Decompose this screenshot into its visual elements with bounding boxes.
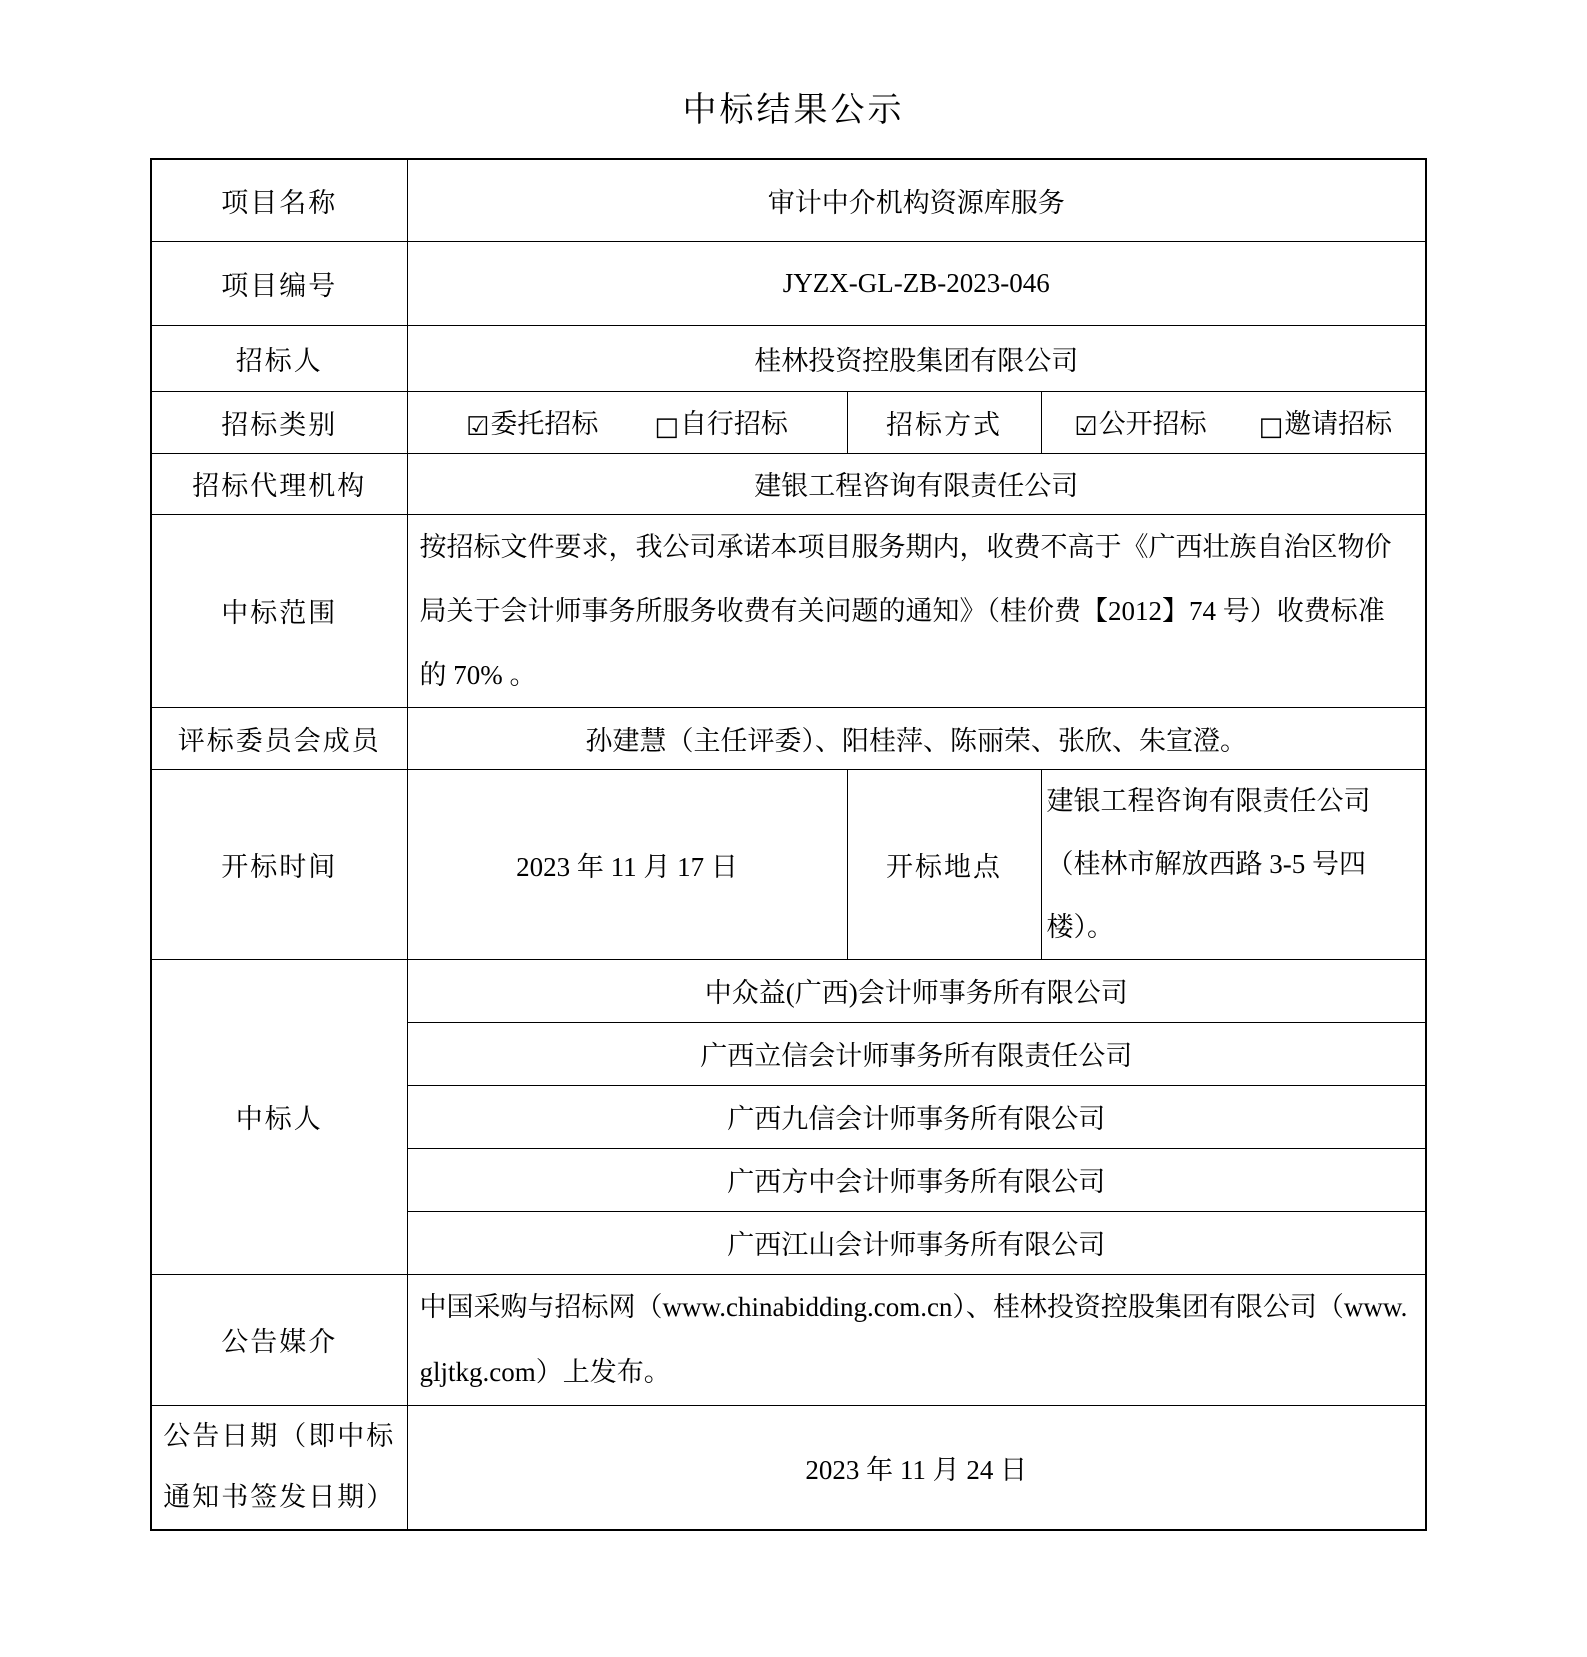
row-tender-category	[151, 391, 1426, 453]
agency-label: 招标代理机构	[151, 453, 407, 514]
tenderer-label: 招标人	[151, 325, 407, 391]
project-name-label: 项目名称	[151, 159, 407, 241]
document-page	[0, 92, 1587, 1657]
tender-category-label: 招标类别	[151, 391, 407, 453]
winner-item: 广西方中会计师事务所有限公司	[407, 1148, 1426, 1211]
tender-method-label: 招标方式	[847, 391, 1041, 453]
opening-place-label: 开标地点	[847, 769, 1041, 959]
option-label: 委托招标	[490, 409, 599, 439]
option-open-tender	[1074, 402, 1206, 442]
project-number-value: JYZX-GL-ZB-2023-046	[407, 241, 1426, 325]
checkbox-unchecked-icon: □	[1258, 412, 1284, 442]
row-committee	[151, 707, 1426, 769]
winner-item: 广西立信会计师事务所有限责任公司	[407, 1022, 1426, 1085]
checkbox-unchecked-icon: □	[654, 412, 679, 442]
row-announce-date	[151, 1405, 1426, 1530]
bid-result-table	[150, 158, 1427, 1531]
announce-date-label: 公告日期（即中标通知书签发日期）	[151, 1405, 407, 1530]
row-opening	[151, 769, 1426, 959]
option-invited-tender	[1259, 402, 1393, 442]
opening-time-label: 开标时间	[151, 769, 407, 959]
scope-value: 按招标文件要求，我公司承诺本项目服务期内，收费不高于《广西壮族自治区物价局关于会计师事务所服务收费有关问题的通知》（桂价费【2012】74 号）收费标准的 70% 。	[407, 514, 1426, 707]
checkbox-checked-icon: ☑	[466, 412, 490, 442]
row-agency	[151, 453, 1426, 514]
row-winner	[151, 959, 1426, 1022]
project-number-label: 项目编号	[151, 241, 407, 325]
row-media	[151, 1274, 1426, 1405]
agency-value: 建银工程咨询有限责任公司	[407, 453, 1426, 514]
project-name-value: 审计中介机构资源库服务	[407, 159, 1426, 241]
committee-value: 孙建慧（主任评委）、阳桂萍、陈丽荣、张欣、朱宣澄。	[407, 707, 1426, 769]
tender-method-options	[1041, 391, 1426, 453]
page-title: 中标结果公示	[682, 91, 905, 129]
committee-label: 评标委员会成员	[151, 707, 407, 769]
option-label: 邀请招标	[1284, 409, 1393, 439]
option-label: 自行招标	[679, 409, 788, 439]
checkbox-checked-icon: ☑	[1074, 412, 1098, 442]
scope-label: 中标范围	[151, 514, 407, 707]
row-scope	[151, 514, 1426, 707]
tenderer-value: 桂林投资控股集团有限公司	[407, 325, 1426, 391]
row-project-name	[151, 159, 1426, 241]
opening-place-value: 建银工程咨询有限责任公司（桂林市解放西路 3-5 号四楼）。	[1041, 769, 1426, 959]
option-label: 公开招标	[1098, 409, 1207, 439]
row-project-number	[151, 241, 1426, 325]
winner-item: 中众益(广西)会计师事务所有限公司	[407, 959, 1426, 1022]
row-tenderer	[151, 325, 1426, 391]
announce-date-value: 2023 年 11 月 24 日	[407, 1405, 1426, 1530]
winner-item: 广西九信会计师事务所有限公司	[407, 1085, 1426, 1148]
option-entrusted-tender	[466, 402, 598, 442]
opening-time-value: 2023 年 11 月 17 日	[407, 769, 847, 959]
winner-item: 广西江山会计师事务所有限公司	[407, 1211, 1426, 1274]
option-self-tender	[654, 402, 788, 442]
media-value: 中国采购与招标网（www.chinabidding.com.cn）、桂林投资控股集团有限公司（www.gljtkg.com）上发布。	[407, 1274, 1426, 1405]
media-label: 公告媒介	[151, 1274, 407, 1405]
tender-category-options	[407, 391, 847, 453]
winners-label: 中标人	[151, 959, 407, 1274]
